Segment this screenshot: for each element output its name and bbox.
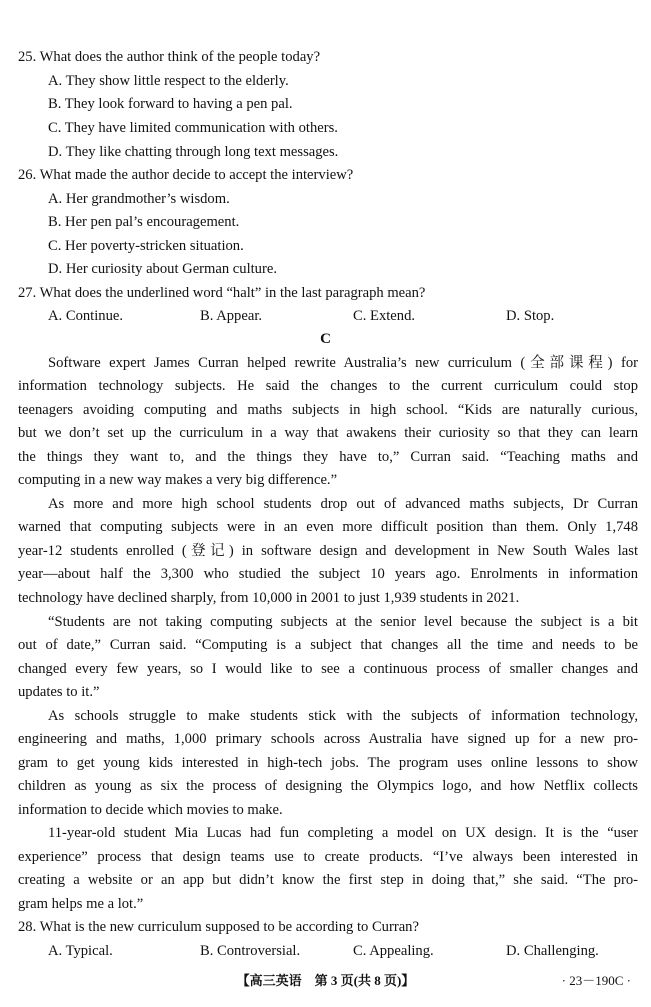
- passage-p4-line-3: gram to get young kids interested in high-tech jobs. The program uses online lessons to show: [18, 755, 638, 771]
- page-footer: [0, 970, 651, 992]
- q28-option-b: B. Controversial.: [200, 943, 301, 959]
- passage-p3-line-2: out of date,” Curran said. “Computing is a subject that changes all the time and needs to be: [18, 637, 638, 653]
- q26-option-b: B. Her pen pal’s encouragement.: [48, 214, 240, 230]
- passage-p1-line-1: Software expert James Curran helped rewrite Australia’s new curriculum (全部课程) for: [48, 355, 638, 371]
- passage-p1-line-3: teenagers avoiding computing and maths subjects in high school. “Kids are naturally curious,: [18, 402, 638, 418]
- q25-option-d: D. They like chatting through long text messages.: [48, 144, 339, 160]
- q26-stem: 26. What made the author decide to accept the interview?: [18, 167, 354, 183]
- passage-p1-line-4: but we don’t set up the curriculum in a way that awakens their curiosity so that they can learn: [18, 425, 638, 441]
- q27-option-d: D. Stop.: [506, 308, 555, 324]
- section-title: C: [320, 331, 331, 347]
- q25-option-c: C. They have limited communication with others.: [48, 120, 338, 136]
- passage-p3-line-4: updates to it.”: [18, 684, 100, 700]
- passage-p4-line-4: children as young as six the process of designing the Olympics logo, and how Netflix collects: [18, 778, 638, 794]
- q27-stem: 27. What does the underlined word “halt” in the last paragraph mean?: [18, 285, 426, 301]
- passage-p4-line-5: information to decide which movies to make.: [18, 802, 283, 818]
- q27-option-a: A. Continue.: [48, 308, 123, 324]
- q27-option-c: C. Extend.: [353, 308, 416, 324]
- q26-option-a: A. Her grandmother’s wisdom.: [48, 191, 230, 207]
- passage-p1-line-5: the things they want to, and the things they have to,” Curran said. “Teaching maths and: [18, 449, 638, 465]
- passage-p2-line-4: year—about half the 3,300 who studied the subject 10 years ago. Enrolments in information: [18, 566, 638, 582]
- passage-p3-line-3: changed every few years, so I would like to see a continuous process of smaller changes and: [18, 661, 638, 677]
- footer-page-info: 【高三英语 第 3 页(共 8 页)】: [236, 973, 415, 988]
- q28-option-d: D. Challenging.: [506, 943, 599, 959]
- passage-p5-line-4: gram helps me a lot.”: [18, 896, 144, 912]
- passage-p5-line-3: creating a website or an app but didn’t know the first step in doing that,” she said. “The pro-: [18, 872, 638, 888]
- footer-exam-code: · 23－190C ·: [561, 973, 631, 988]
- q28-stem: 28. What is the new curriculum supposed to be according to Curran?: [18, 919, 419, 935]
- q25-stem: 25. What does the author think of the people today?: [18, 49, 321, 65]
- q27-option-b: B. Appear.: [200, 308, 263, 324]
- q25-option-b: B. They look forward to having a pen pal.: [48, 96, 293, 112]
- passage-p2-line-3: year-12 students enrolled (登记) in software design and development in New South Wales last: [18, 543, 638, 559]
- q27-options: [48, 305, 638, 327]
- q26-option-d: D. Her curiosity about German culture.: [48, 261, 277, 277]
- passage-p2-line-2: warned that computing subjects were in an even more difficult position than them. Only 1,748: [18, 519, 638, 535]
- passage-p5-line-1: 11-year-old student Mia Lucas had fun completing a model on UX design. It is the “user: [48, 825, 638, 841]
- passage-p5-line-2: experience” process that design teams use to create products. “I’ve always been interested in: [18, 849, 638, 865]
- q28-options: [48, 940, 638, 962]
- q25-option-a: A. They show little respect to the elderly.: [48, 73, 289, 89]
- q26-option-c: C. Her poverty-stricken situation.: [48, 238, 244, 254]
- passage-p1-line-2: information technology subjects. He said the changes to the current curriculum could stop: [18, 378, 638, 394]
- passage-p4-line-1: As schools struggle to make students stick with the subjects of information technology,: [48, 708, 638, 724]
- q28-option-a: A. Typical.: [48, 943, 113, 959]
- passage-p1-line-6: computing in a new way makes a very big difference.”: [18, 472, 338, 488]
- passage-p4-line-2: engineering and maths, 1,000 primary schools across Australia have signed up for a new pro-: [18, 731, 638, 747]
- passage-p2-line-5: technology have declined sharply, from 10,000 in 2001 to just 1,939 students in 2021.: [18, 590, 520, 606]
- q28-option-c: C. Appealing.: [353, 943, 434, 959]
- passage-p2-line-1: As more and more high school students drop out of advanced maths subjects, Dr Curran: [48, 496, 638, 512]
- passage-p3-line-1: “Students are not taking computing subjects at the senior level because the subject is a bit: [48, 614, 638, 630]
